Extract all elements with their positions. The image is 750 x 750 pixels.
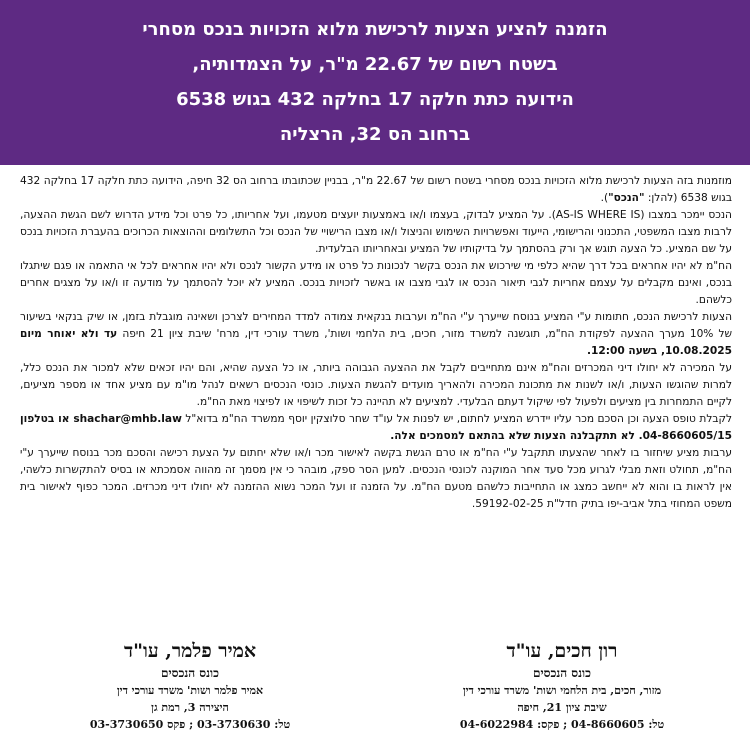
- paragraph-invitation-end: ).: [600, 192, 609, 204]
- receiver-address: שיבת ציון 21, חיפה: [517, 701, 607, 714]
- paragraph-submission: [20, 309, 732, 360]
- submission-deadline: עד ולא יאוחר מיום 10.08.2025, בשעה 12:00.: [20, 328, 732, 357]
- receiver-name: אמיר פלמר, עו"ד: [123, 640, 257, 662]
- header-line-3: הידועה כתת חלקה 17 בחלקה 432 בגוש 6538: [176, 89, 574, 110]
- contact-details: shachar@mhb.law או בטלפון 04-8660605/15. לא תתקבלנה הצעות שלא בהתאם למסמכים אלה.: [20, 413, 732, 442]
- paragraph-contact: [20, 411, 732, 445]
- paragraph-submission-text: הצעות לרכישת הנכס, חתומות ע"י המציע בנוסח שייערך ע"י הח"מ וערבות בנקאית צמודה למדד המחירים לצרכן ושאינה מוגבלת בזמן, או שיק בנקאי בשיעור של 10% מערך ההצעה לפקודת הח"מ, תוגשנה למשרד מזור, חכים, בית הלחמי ושות', משרד עורכי דין, מרח' שיבת ציון 21 חיפה: [20, 311, 733, 340]
- signature-block: [20, 638, 732, 743]
- receiver-office: מזור, חכים, בית הלחמי ושות' משרד עורכי דין: [462, 684, 662, 697]
- signature-receiver-1: [392, 638, 732, 743]
- receiver-office: אמיר פלמר ושות' משרד עורכי דין: [116, 684, 264, 697]
- receiver-role: כונס הנכסים: [161, 666, 219, 680]
- receiver-phone: טל: 03-3730630 ; פקס 03-3730650: [89, 718, 291, 731]
- paragraph-liability: הח"מ לא יהיו אחראים בכל דרך שהיא כלפי מי שירכוש את הנכס בקשר לנכונות כל פרט או מידע הקשור לנכס ולא יהיו אחראים לכל אי התאמה או פגם שיתגלו בנכס, ואינם מקבלים על עצמם אחריות לגבי תיאור הנכס או לגבי מצבו או באשר לזכויות בנכס. המציע לא יוכל להסתמך על מודעה זו ו/או על מצגים אחרים כלשהם.: [20, 260, 732, 306]
- signature-receiver-2: [20, 638, 360, 743]
- paragraph-invitation-text: מוזמנות בזה הצעות לרכישת מלוא הזכויות בנכס מסחרי בשטח רשום של 22.67 מ"ר, בבניין שכתובתו ברחוב הס 32 חיפה, הידועה כתת חלקה 17 בחלקה 432 בגוש 6538 (להלן:: [20, 175, 732, 204]
- asset-defined-term: "הנכס": [608, 192, 645, 204]
- paragraph-contact-text: לקבלת טופס הצעה וכן הסכם מכר עליו יידרש המציע לחתום, יש לפנות אל עו"ד שחר סלוצקין יוסף ממשרד הח"מ בדוא"ל: [181, 413, 733, 425]
- header-line-1: הזמנה להציע הצעות לרכישת מלוא הזכויות בנכס מסחרי: [142, 19, 608, 40]
- receiver-phone: טל: 04-8660605 ; פקס: 04-6022984: [459, 718, 665, 731]
- paragraph-as-is: הנכס יימכר במצבו (AS-IS WHERE IS). על המציע לבדוק, בעצמו ו/או באמצעות יועצים מטעמו, ועל אחריותו, כל פרט וכל מידע הדרוש לשם הגשת ההצעה, לרבות מצבו המשפטי, התכנוני והרישומי, הייעוד ואפשרויות השימוש והניצול ו/או מצבו הרישויי של הנכס וכל התשלומים וההוצאות הכרוכים בהעברת הזכויות בנכס על שם המציע. כל הצעה תוגש אך ורק בהסתמך על בדיקותיו של המציע ובאחריותו הבלעדית.: [20, 209, 732, 255]
- paragraph-terms: על המכירה לא יחולו דיני המכרזים והח"מ אינם מתחייבים לקבל את ההצעה הגבוהה ביותר, או כל הצעה שהיא, והם יהיו זכאים שלא למכור את הנכס כלל, למרות שהוגשו הצעות, ו/או לשנות את מתכונת המכירה ולהאריך מועדים להגשת הצעות. כונסי הנכסים רשאים לנהל מו"מ עם מציע אחד או מספר מציעים, לקיים התמחרות בין מציעים ולפעול לפי שיקול דעתם הבלעדי. למציעים לא תהיינה כל זכות לשיפוי או לפיצוי מאת הח"מ.: [20, 362, 732, 408]
- header-line-2: בשטח רשום של 22.67 מ"ר, על הצמדותיה,: [192, 54, 558, 75]
- notice-header: [0, 0, 750, 165]
- paragraph-guarantee: ערבות מציע שיחזור בו לאחר שהצעתו תתקבל ע"י הח"מ או טרם הגשת בקשה לאישור מכר ו/או שלא יחתום על הצעת רכישה והסכם מכר בנוסח שייערך ע"י הח"מ, תחולט וזאת מבלי לגרוע מכל סעד אחר המוקנה לכונסי הנכסים. למען הסר ספק, מובהר כי אין מסמך זה מהווה אסמכתא או בסיס להתקשרות כלשהי, אין לראות בו והוא לא ייחשב כמצג או התחייבות כלשהם מטעם הח"מ. על הזמנה זו ועל המכר נשוא ההזמנה לא יחולו דיני מכרזים. המכר כפוף לאישור בית משפט המחוזי בתל אביב-יפו בתיק חדל"ת 59192-02-25.: [20, 447, 732, 510]
- notice-body: [20, 173, 732, 513]
- receiver-name: רון חכים, עו"ד: [506, 640, 618, 662]
- header-line-4: ברחוב הס 32, הרצליה: [279, 124, 471, 145]
- receiver-role: כונס הנכסים: [533, 666, 591, 680]
- paragraph-invitation: [20, 173, 732, 207]
- receiver-address: היצירה 3, רמת גן: [151, 701, 229, 714]
